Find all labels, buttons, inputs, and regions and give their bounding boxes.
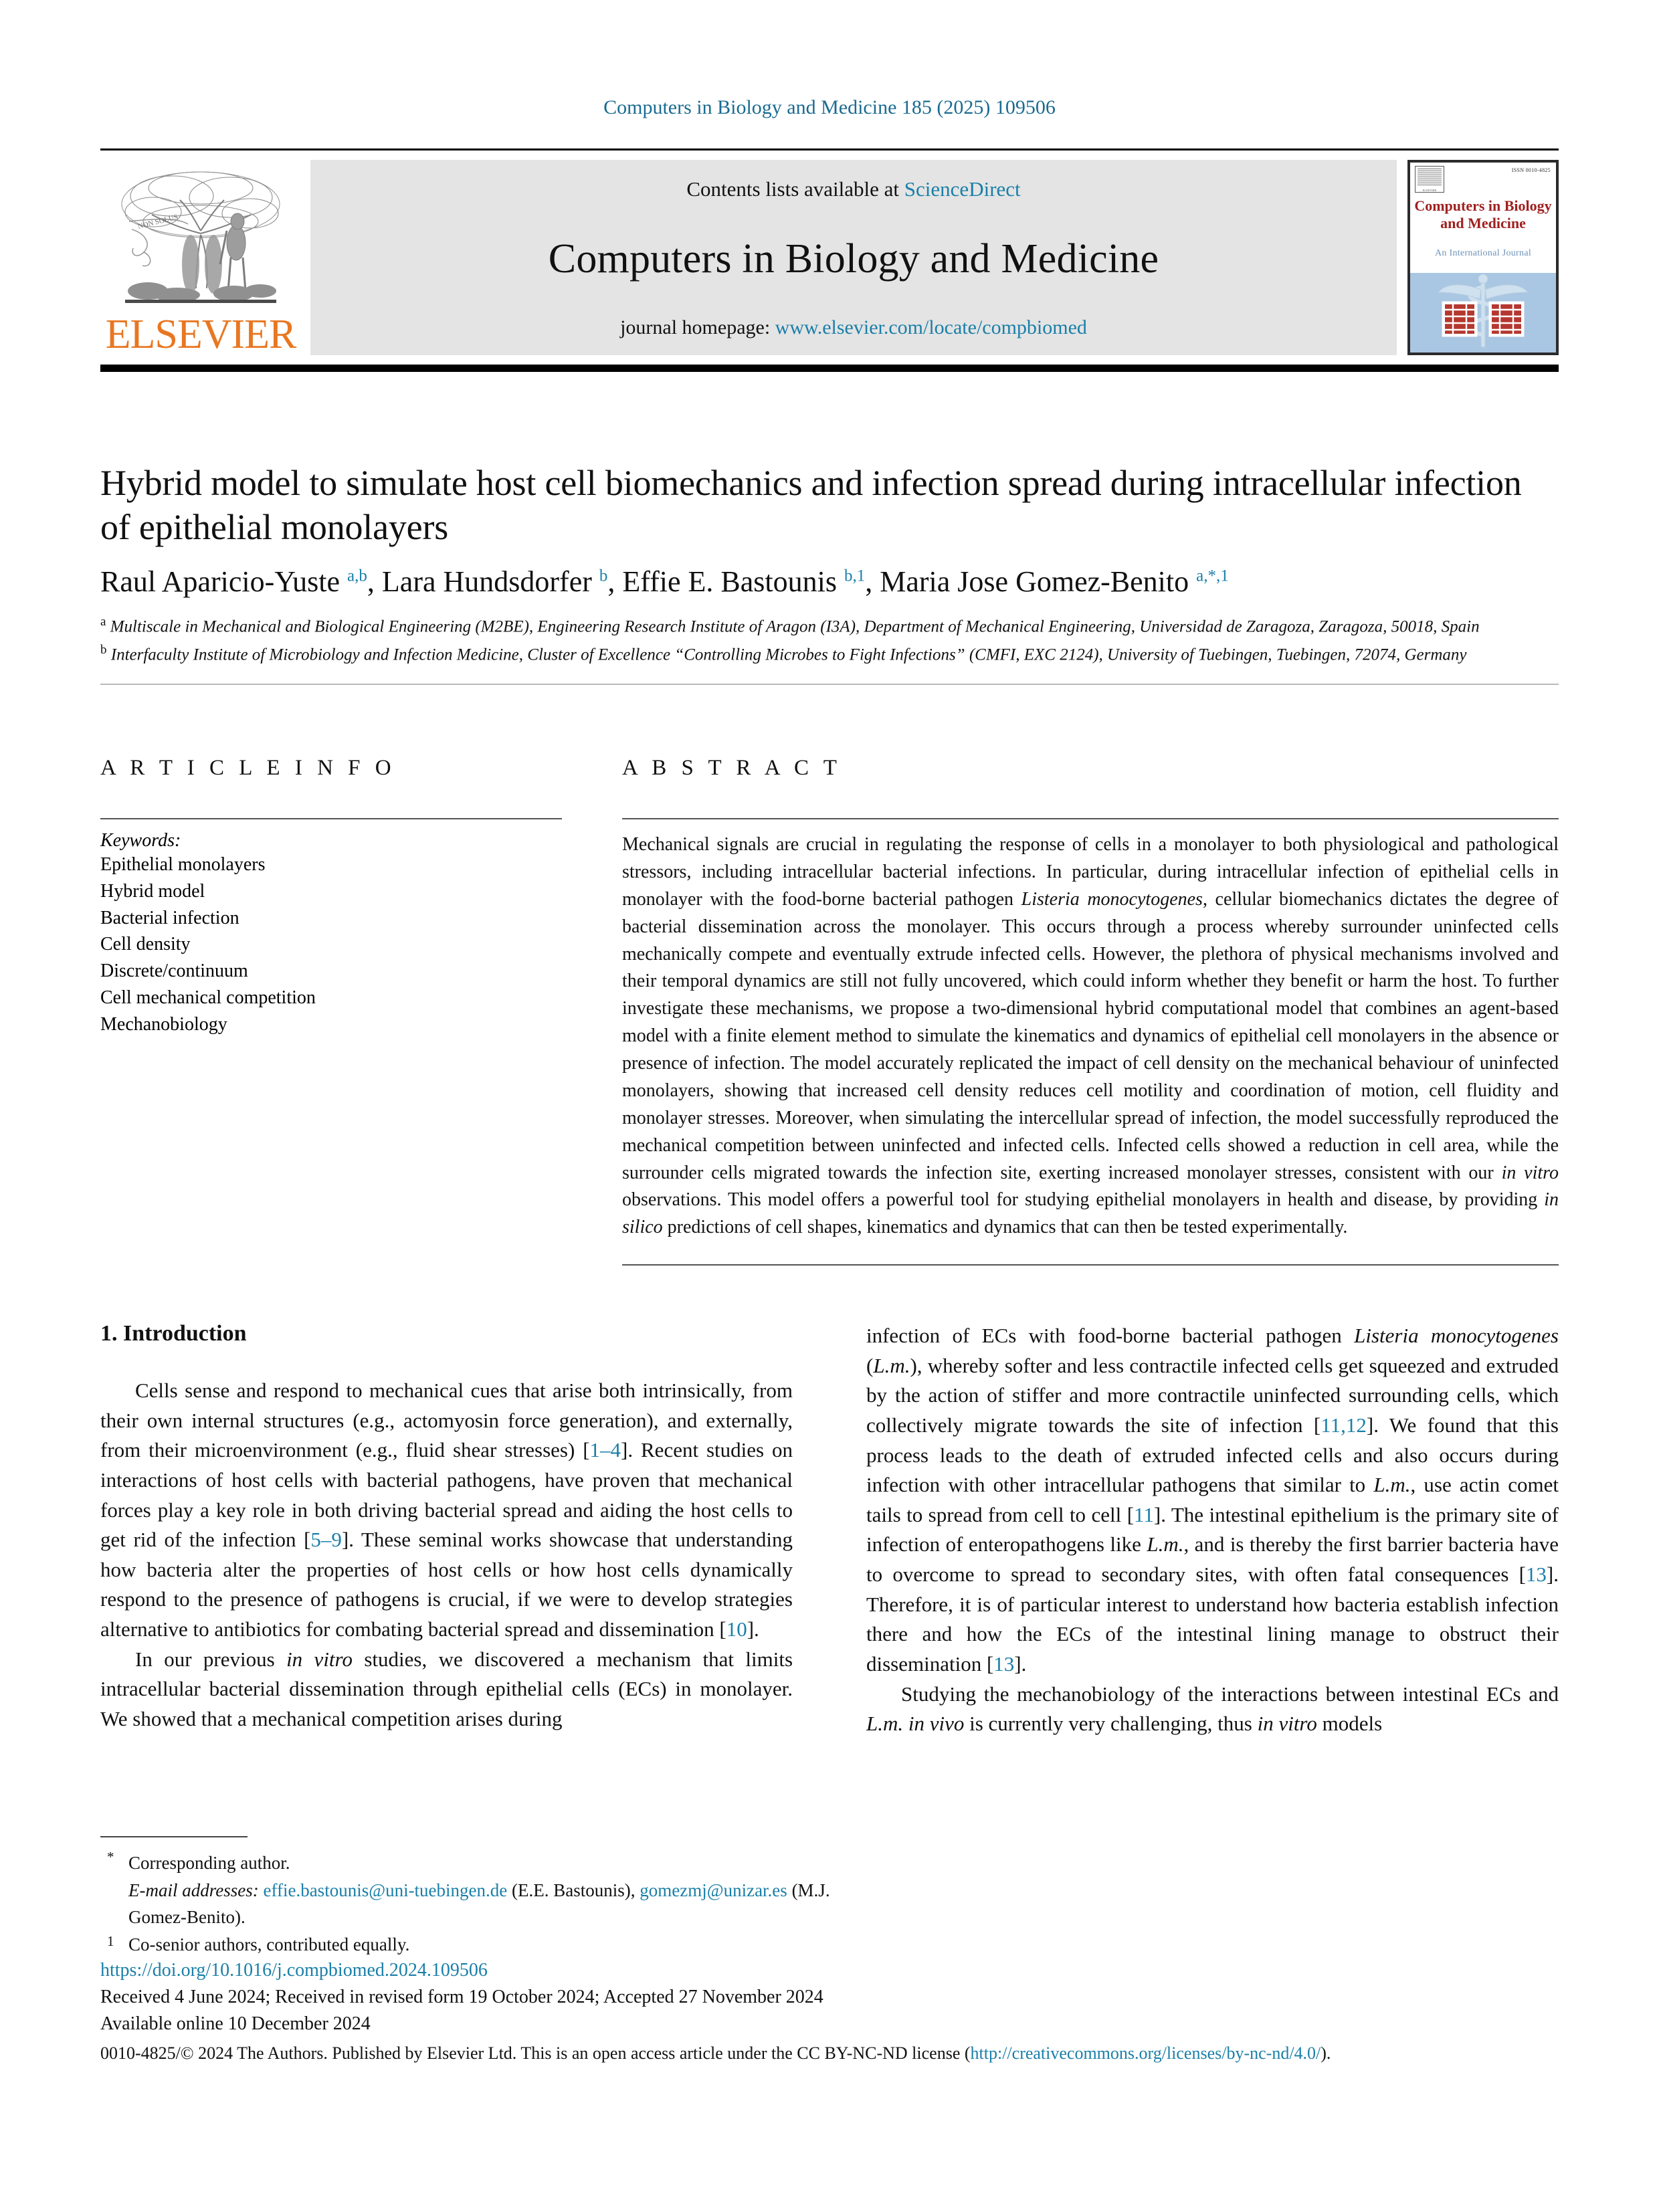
cover-issn: ISSN 0010-4825 — [1511, 167, 1551, 173]
copyright-license — [100, 2040, 1559, 2066]
body-column-left — [100, 1321, 793, 1739]
cover-top-panel — [1410, 163, 1556, 273]
body-paragraph — [866, 1680, 1559, 1739]
affiliation-list — [100, 612, 1559, 668]
caduceus-icon — [1433, 272, 1533, 353]
keyword-item: Bacterial infection — [100, 907, 239, 928]
citation-reference[interactable]: 11,12 — [1321, 1413, 1367, 1437]
page-title: Hybrid model to simulate host cell biomechanics and infection spread during intracellular infection of epithelial monolayers — [100, 463, 1522, 547]
text-run: is currently very challenging, thus — [964, 1712, 1258, 1736]
emphasis-text: Listeria monocytogenes — [1021, 888, 1203, 910]
author-list: Raul Aparicio-Yuste $^{a,b}$, Lara Hundsdorfer $^b$, Effie E. Bastounis $^{b,1}$, Maria Jose Gomez-Benito $^{a,*,1}$ — [100, 565, 1229, 598]
citation-reference[interactable]: 10 — [726, 1617, 747, 1641]
keyword-item: Epithelial monolayers — [100, 854, 266, 875]
footnote-corresponding-author — [100, 1849, 850, 1877]
emphasis-text: in vitro — [286, 1647, 353, 1671]
footnote-emails — [100, 1877, 850, 1931]
section-heading-introduction: 1. Introduction — [100, 1321, 247, 1346]
copyright-text: 0010-4825/© 2024 The Authors. Published by Elsevier Ltd. This is an open access article under the CC BY-NC-ND license ( — [100, 2043, 971, 2063]
emphasis-text: L.m. — [1373, 1473, 1411, 1497]
keywords-list — [100, 851, 562, 1037]
article-info-rule — [100, 818, 562, 819]
text-run: ]. Recent studies on interactions of host cells with bacterial pathogens, have proven that mechanical forces play a key role in both driving bacterial spread and aiding the host cells to get rid of the infection [ — [100, 1438, 793, 1552]
author-affiliation-mark: a,b — [347, 567, 367, 585]
available-online-date: Available online 10 December 2024 — [100, 2013, 371, 2034]
text-run: Cells sense and respond to mechanical cues that arise both intrinsically, from their own internal structures (e.g., actomyosin force generation), and externally, from their microenvironment (e.g., fluid shear stresses) [ — [100, 1379, 793, 1462]
cover-bottom-panel — [1410, 273, 1556, 353]
keywords-label: Keywords: — [100, 830, 181, 851]
emphasis-text: Listeria monocytogenes — [1354, 1324, 1559, 1347]
author-affiliation-mark: b,1 — [844, 567, 866, 585]
elsevier-logo — [100, 160, 301, 355]
text-run: , and is thereby the first barrier bacteria have to overcome to spread to secondary sites, with often fatal consequences [ — [866, 1532, 1559, 1586]
text-run: , use actin comet tails to spread from cell to cell [ — [866, 1473, 1559, 1526]
text-run: ]. Therefore, it is of particular interest to understand how bacteria establish infection there and how the ECs of the intestinal lining manage to obstruct their dissemination [ — [866, 1563, 1559, 1676]
affiliation-item: $^a$ Multiscale in Mechanical and Biological Engineering (M2BE), Engineering Research Institute of Aragon (I3A), Department of Mechanical Engineering, Universidad de Zaragoza, Zaragoza, 50018, Spain — [100, 614, 1480, 636]
contents-line — [310, 177, 1397, 201]
footnote-cosenior — [100, 1931, 850, 1958]
imprint-block — [100, 1960, 1559, 2066]
doi-link[interactable]: https://doi.org/10.1016/j.compbiomed.2024.109506 — [100, 1960, 488, 1981]
text-run: infection of ECs with food-borne bacterial pathogen — [866, 1324, 1355, 1347]
footnote-block — [100, 1836, 850, 1958]
affiliation-divider — [100, 684, 1559, 685]
affiliation-item: $^b$ Interfaculty Institute of Microbiology and Infection Medicine, Cluster of Excellence “Controlling Microbes to Fight Infections” (CMFI, EXC 2124), University of Tuebingen, Tuebingen, 72074, Germany — [100, 642, 1467, 664]
author-affiliation-mark: a,*,1 — [1196, 567, 1229, 585]
abstract-rule — [622, 818, 1559, 819]
title-block — [100, 462, 1559, 685]
citation-reference[interactable]: 1–4 — [589, 1438, 621, 1462]
email-link-bastounis[interactable]: effie.bastounis@uni-tuebingen.de — [263, 1880, 508, 1900]
email-addresses-label: E-mail addresses: — [128, 1880, 259, 1900]
cover-journal-name-line1: Computers in Biology — [1414, 197, 1552, 214]
citation-reference[interactable]: 11 — [1134, 1502, 1154, 1526]
keyword-item: Cell density — [100, 934, 191, 955]
homepage-prefix: journal homepage: — [620, 316, 775, 338]
running-head: Computers in Biology and Medicine 185 (2025) 109506 — [603, 96, 1056, 118]
text-run: studies, we discovered a mechanism that limits intracellular bacterial dissemination through epithelial cells (ECs) in monolayer. We showed that a mechanical competition arises during — [100, 1647, 793, 1730]
keyword-item: Hybrid model — [100, 880, 205, 902]
article-info-heading: A R T I C L E I N F O — [100, 756, 396, 780]
emphasis-text: L.m. — [873, 1353, 910, 1377]
text-run: models — [1316, 1712, 1383, 1736]
text-run: ]. We found that this process leads to the death of extruded infected cells and also occurs during infection with other intracellular pathogens that similar to — [866, 1413, 1559, 1497]
body-paragraph — [100, 1376, 793, 1645]
body-paragraph — [866, 1321, 1559, 1680]
body-columns — [100, 1321, 1559, 1739]
journal-title: Computers in Biology and Medicine — [548, 235, 1159, 282]
body-paragraph — [100, 1645, 793, 1734]
text-run: ]. — [1014, 1651, 1027, 1676]
license-link[interactable]: http://creativecommons.org/licenses/by-nc-nd/4.0/ — [970, 2043, 1321, 2063]
keyword-item: Discrete/continuum — [100, 961, 248, 981]
sciencedirect-link[interactable]: ScienceDirect — [904, 177, 1021, 201]
text-run: ]. — [747, 1617, 759, 1641]
emphasis-text: in silico — [622, 1189, 1559, 1238]
affiliation-mark: a — [100, 614, 106, 629]
abstract-bottom-rule — [622, 1264, 1559, 1266]
info-abstract-wrapper — [100, 756, 1559, 1266]
text-run: , cellular biomechanics dictates the degree of bacterial dissemination across the monolayer. This occurs through a process whereby surrounder uninfected cells mechanically compete and eventually extrude infected cells. However, the plethora of physical mechanisms involved and their temporal dynamics are still not fully uncovered, which could inform whether they benefit or harm the host. To further investigate these mechanisms, we propose a two-dimensional hybrid computational model that combines an agent-based model with a finite element method to simulate the kinematics and dynamics of epithelial cell monolayers in the absence or presence of infection. The model accurately replicated the impact of cell density on the mechanical behaviour of uninfected monolayers, showing that increased cell density reduces cell motility and coordination of motion, cell fluidity and monolayer stresses. Moreover, when simulating the intercellular spread of infection, the model successfully reproduced the mechanical competition between uninfected and infected cells. Infected cells showed a reduction in cell area, while the surrounder cells migrated towards the infection site, exerting increased monolayer stresses, consistent with our — [622, 888, 1559, 1183]
author-affiliation-mark: b — [599, 567, 608, 585]
masthead-bottom-rule — [100, 365, 1559, 372]
author-name: Raul Aparicio-Yuste — [100, 565, 348, 598]
abstract-text — [622, 831, 1559, 1241]
footnote-divider — [100, 1836, 248, 1837]
masthead-center — [310, 160, 1397, 355]
text-run: predictions of cell shapes, kinematics and dynamics that can then be tested experimentally. — [662, 1217, 1348, 1238]
email-link-gomez-benito[interactable]: gomezmj@unizar.es — [640, 1880, 787, 1900]
affiliation-mark: b — [100, 642, 107, 657]
contents-prefix: Contents lists available at — [686, 177, 904, 201]
author-name: Maria Jose Gomez-Benito — [880, 565, 1197, 598]
text-run: Studying the mechanobiology of the interactions between intestinal ECs and — [901, 1682, 1559, 1706]
footnote-cosenior-text: Co-senior authors, contributed equally. — [128, 1934, 410, 1954]
elsevier-wordmark: ELSEVIER — [105, 312, 296, 357]
cover-journal-name-line2: and Medicine — [1440, 214, 1526, 231]
cover-subtitle: An International Journal — [1434, 248, 1532, 258]
email-owner-gomez-benito: (M.J. Gomez-Benito). — [128, 1880, 830, 1927]
text-run: ( — [866, 1353, 874, 1377]
cover-elsevier-imprint-icon — [1415, 166, 1444, 193]
text-run: ]. The intestinal epithelium is the primary site of infection of enteropathogens like — [866, 1502, 1559, 1556]
elsevier-tree-icon — [113, 164, 288, 312]
emphasis-text: L.m. — [1147, 1532, 1184, 1556]
svg-text:NON SOLUS: NON SOLUS — [136, 213, 179, 231]
footnote-corresponding-text: Corresponding author. — [128, 1853, 290, 1873]
author-name: Effie E. Bastounis — [622, 565, 844, 598]
citation-reference[interactable]: 13 — [1525, 1563, 1547, 1586]
text-run: observations. This model offers a powerful tool for studying epithelial monolayers in health and disease, by providing — [622, 1189, 1545, 1211]
keyword-item: Mechanobiology — [100, 1013, 227, 1035]
journal-homepage-link[interactable]: www.elsevier.com/locate/compbiomed — [775, 316, 1087, 338]
text-run: ), whereby softer and less contractile infected cells get squeezed and extruded by the action of stiffer and more contractile uninfected surrounding cells, which collectively migrate towards the site of infection [ — [866, 1353, 1559, 1437]
journal-homepage-line — [310, 316, 1397, 339]
text-run: Mechanical signals are crucial in regulating the response of cells in a monolayer to both physiological and pathological stressors, including intracellular bacterial infections. In particular, during intracellular infection of epithelial cells in monolayer with the food-borne bacterial pathogen — [622, 834, 1559, 910]
article-info-column — [100, 756, 562, 1266]
author-name: Lara Hundsdorfer — [381, 565, 599, 598]
citation-reference[interactable]: 5–9 — [310, 1528, 342, 1552]
body-column-right — [866, 1321, 1559, 1739]
abstract-column — [622, 756, 1559, 1266]
footnote-mark-one: 1 — [107, 1932, 114, 1949]
received-dates: Received 4 June 2024; Received in revised form 19 October 2024; Accepted 27 November 2024 — [100, 1987, 823, 2007]
journal-cover-thumbnail — [1407, 160, 1559, 355]
email-owner-bastounis: (E.E. Bastounis), — [512, 1880, 636, 1900]
cover-journal-name — [1410, 197, 1556, 232]
right-column-paragraphs — [866, 1321, 1559, 1739]
keyword-item: Cell mechanical competition — [100, 987, 316, 1008]
journal-masthead — [100, 148, 1559, 372]
emphasis-text: in vitro — [1501, 1162, 1559, 1183]
copyright-text-end: ). — [1321, 2043, 1331, 2063]
footnote-mark-asterisk: * — [107, 1849, 114, 1865]
masthead-top-rule — [100, 148, 1559, 150]
emphasis-text: L.m. in vivo — [866, 1712, 965, 1736]
abstract-heading: A B S T R A C T — [622, 756, 842, 780]
emphasis-text: in vitro — [1257, 1712, 1317, 1736]
left-column-paragraphs — [100, 1376, 793, 1734]
citation-reference[interactable]: 13 — [993, 1651, 1015, 1676]
text-run: ]. These seminal works showcase that understanding how bacteria alter the properties of host cells or how host cells dynamically respond to the presence of pathogens is crucial, if we were to develop strategies alternative to antibiotics for combating bacterial spread and dissemination [ — [100, 1528, 793, 1641]
text-run: In our previous — [135, 1647, 287, 1671]
